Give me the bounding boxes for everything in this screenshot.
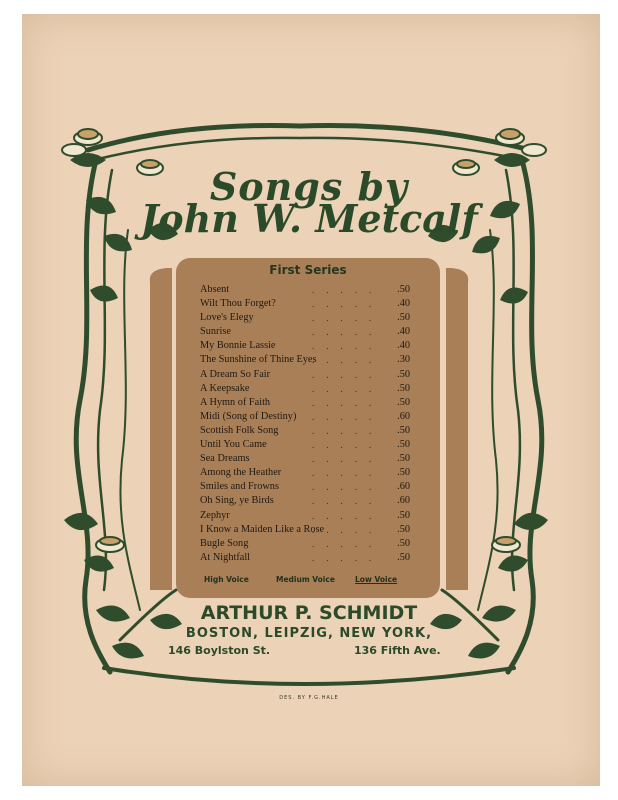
leader-dots: ..... <box>312 524 384 535</box>
song-row <box>200 537 410 551</box>
song-price: .50 <box>397 368 410 380</box>
song-title: Among the Heather <box>200 467 282 479</box>
song-title: Oh Sing, ye Birds <box>200 495 274 507</box>
series-heading: First Series <box>269 263 347 277</box>
song-row <box>200 339 410 353</box>
song-row <box>200 480 410 494</box>
leader-dots: ..... <box>312 510 384 521</box>
leader-dots: ..... <box>312 285 384 295</box>
song-title: The Sunshine of Thine Eyes <box>200 354 317 366</box>
song-row <box>200 509 410 523</box>
song-title: My Bonnie Lassie <box>200 340 276 352</box>
song-row <box>200 396 410 410</box>
leader-dots: ..... <box>312 440 384 451</box>
song-title: Bugle Song <box>200 537 249 549</box>
song-title: Midi (Song of Destiny) <box>200 410 297 422</box>
leader-dots: ..... <box>312 482 384 493</box>
song-price: .50 <box>397 284 410 295</box>
song-price: .60 <box>397 410 410 422</box>
song-title: Love's Elegy <box>200 312 254 324</box>
leader-dots: ..... <box>312 454 384 465</box>
song-title: Scottish Folk Song <box>200 424 279 436</box>
song-title: Sunrise <box>200 326 231 338</box>
song-price: .50 <box>397 439 410 451</box>
song-price: .40 <box>397 298 410 310</box>
song-title: Zephyr <box>200 509 230 521</box>
song-row <box>200 382 410 396</box>
song-row <box>200 438 410 452</box>
song-price: .50 <box>397 523 410 535</box>
leader-dots: ..... <box>312 383 384 394</box>
address-boston: 146 Boylston St. <box>168 644 271 657</box>
voice-medium: Medium Voice <box>276 575 335 584</box>
song-title: Absent <box>200 284 230 295</box>
leader-dots: ..... <box>312 425 384 436</box>
title-songs-by: Songs by <box>209 164 409 209</box>
song-price: .50 <box>397 424 410 436</box>
song-title: I Know a Maiden Like a Rose <box>200 523 325 535</box>
song-row <box>200 311 410 325</box>
leader-dots: ..... <box>312 369 384 380</box>
address-new-york: 136 Fifth Ave. <box>354 644 441 657</box>
song-title: Wilt Thou Forget? <box>200 298 276 310</box>
leader-dots: ..... <box>312 397 384 408</box>
leader-dots: ..... <box>312 299 384 310</box>
voice-low: Low Voice <box>355 575 398 584</box>
song-price: .50 <box>397 509 410 521</box>
leader-dots: ..... <box>312 355 384 366</box>
song-row <box>200 368 410 382</box>
song-row <box>200 353 410 367</box>
song-row <box>200 297 410 311</box>
song-price: .50 <box>397 537 410 549</box>
song-price: .50 <box>397 396 410 408</box>
song-row <box>200 325 410 339</box>
song-row <box>200 452 410 466</box>
song-row <box>200 523 410 537</box>
leader-dots: ..... <box>312 552 384 563</box>
leader-dots: ..... <box>312 411 384 422</box>
song-price: .50 <box>397 551 410 563</box>
song-title: Smiles and Frowns <box>200 481 279 493</box>
publisher-name: ARTHUR P. SCHMIDT <box>200 602 418 624</box>
song-title: At Nightfall <box>200 551 251 563</box>
song-price: .50 <box>397 312 410 324</box>
leader-dots: ..... <box>312 327 384 338</box>
song-row <box>200 424 410 438</box>
leader-dots: ..... <box>312 496 384 507</box>
voice-high: High Voice <box>204 575 249 584</box>
designer-credit: DES. BY F.G.HALE <box>279 695 339 701</box>
song-title: A Dream So Fair <box>200 368 271 380</box>
title-composer: John W. Metcalf <box>140 196 478 241</box>
song-title: A Hymn of Faith <box>200 396 271 408</box>
leader-dots: ..... <box>312 341 384 352</box>
song-price: .40 <box>397 326 410 338</box>
song-price: .50 <box>397 453 410 465</box>
song-list <box>200 283 410 565</box>
song-title: Sea Dreams <box>200 453 250 465</box>
leader-dots: ..... <box>312 538 384 549</box>
song-price: .30 <box>397 354 410 366</box>
leader-dots: ..... <box>312 313 384 324</box>
song-row <box>200 283 410 297</box>
song-row <box>200 494 410 508</box>
song-price: .60 <box>397 481 410 493</box>
song-price: .50 <box>397 382 410 394</box>
publisher-cities: BOSTON, LEIPZIG, NEW YORK, <box>185 626 433 641</box>
song-row <box>200 410 410 424</box>
song-title: A Keepsake <box>200 382 250 394</box>
song-price: .40 <box>397 340 410 352</box>
song-price: .50 <box>397 467 410 479</box>
leader-dots: ..... <box>312 468 384 479</box>
song-row <box>200 551 410 565</box>
song-title: Until You Came <box>200 439 267 451</box>
song-row <box>200 466 410 480</box>
song-price: .60 <box>397 495 410 507</box>
